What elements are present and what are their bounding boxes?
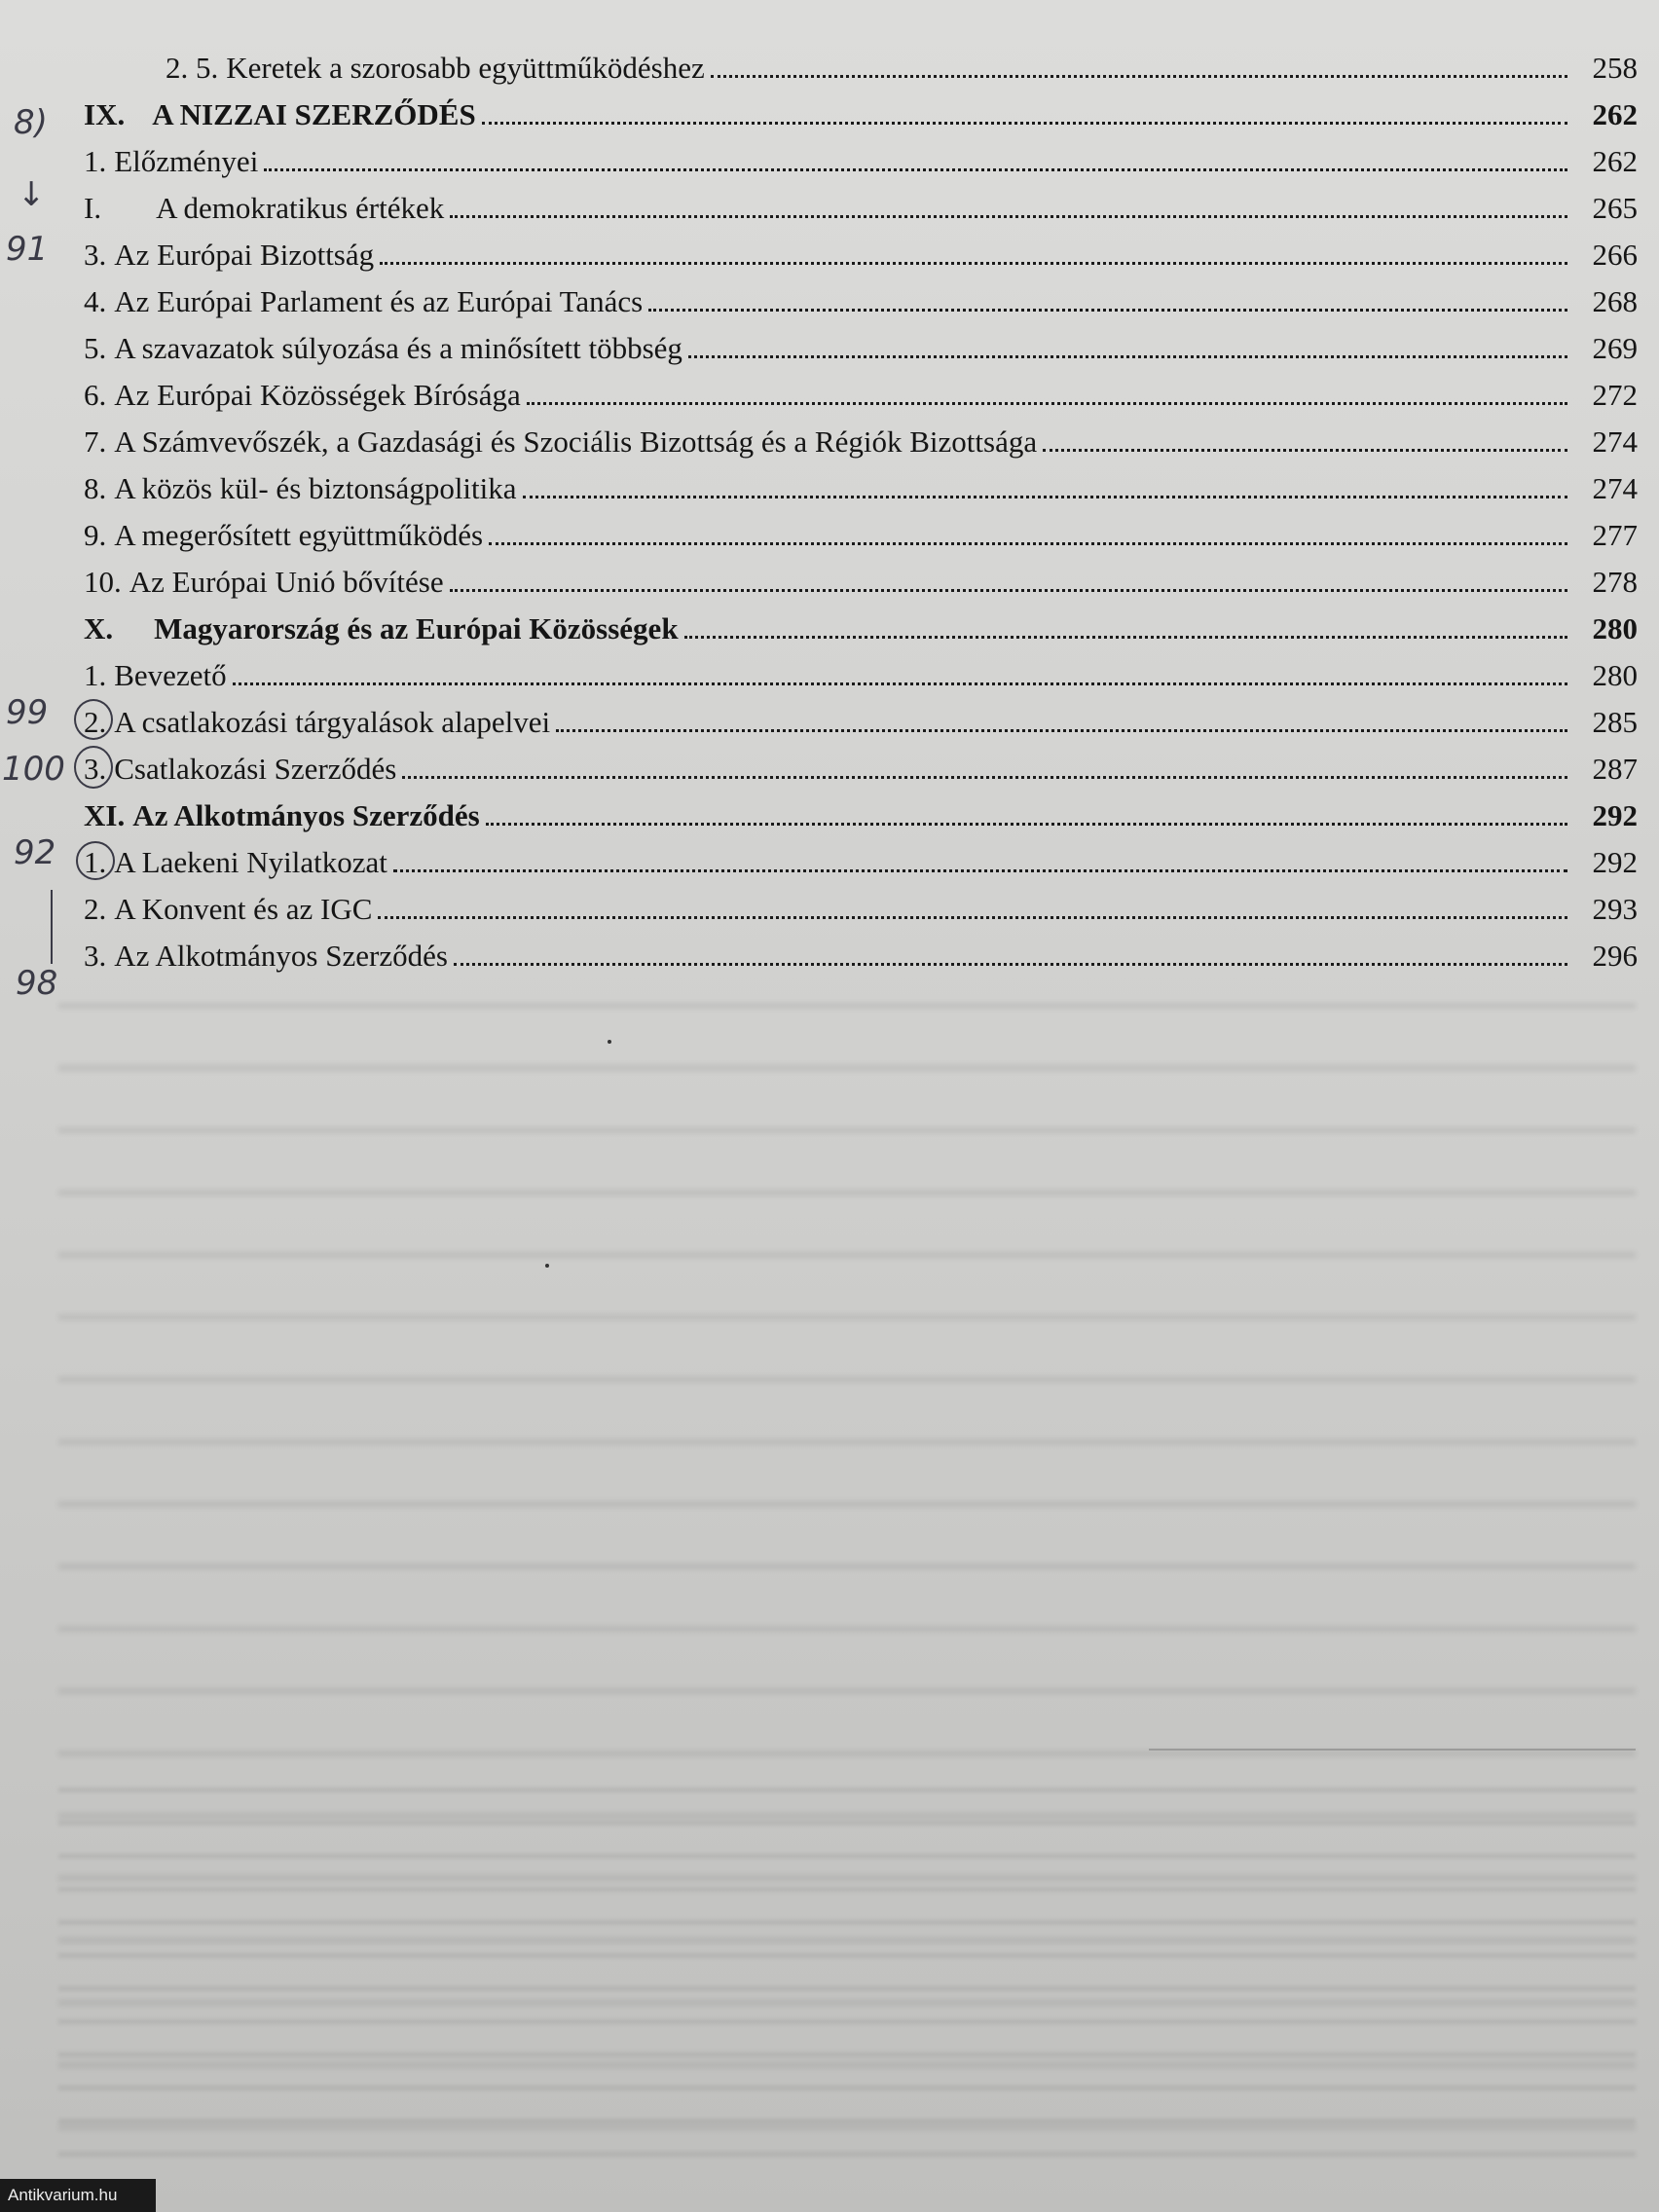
toc-entry-number: I. xyxy=(84,191,102,225)
toc-entry xyxy=(84,372,1638,419)
toc-entry-number: 1. xyxy=(84,658,107,692)
toc-leader-dots xyxy=(402,776,1567,779)
toc-entry-title: A Számvevőszék, a Gazdasági és Szociális Bizottság és a Régiók Bizottsága xyxy=(114,424,1038,459)
handwritten-mark-3: 99 xyxy=(6,693,49,732)
toc-entry-number: 1. xyxy=(84,144,107,178)
toc-entry-title: Az Alkotmányos Szerződés xyxy=(114,939,448,973)
toc-leader-dots xyxy=(711,75,1567,78)
toc-entry-title: Az Európai Közösségek Bírósága xyxy=(114,378,521,412)
footnote-rule xyxy=(1149,1749,1636,1751)
toc-entry-title: A csatlakozási tárgyalások alapelvei xyxy=(114,705,551,739)
watermark-text: Antikvarium.hu xyxy=(8,2186,118,2204)
toc-entry-page: 265 xyxy=(1592,191,1638,225)
toc-entry xyxy=(84,92,1638,138)
handwritten-circle-2 xyxy=(74,746,113,789)
handwritten-circle-3 xyxy=(76,841,115,880)
toc-entry-page: 272 xyxy=(1592,378,1638,412)
handwritten-circle-1 xyxy=(74,699,113,740)
toc-entry-title: A NIZZAI SZERZŐDÉS xyxy=(152,97,476,131)
toc-entry-number: 7. xyxy=(84,424,107,459)
toc-entry-number: 3. xyxy=(84,238,107,272)
toc-entry-title: Az Európai Unió bővítése xyxy=(129,565,444,599)
toc-entry-page: 296 xyxy=(1592,939,1638,973)
toc-leader-dots xyxy=(233,682,1567,685)
toc-entry-page: 262 xyxy=(1592,97,1638,131)
toc-entry xyxy=(84,886,1638,933)
toc-entry-number: XI. xyxy=(84,798,126,832)
toc-leader-dots xyxy=(264,168,1567,171)
toc-entry-title: Előzményei xyxy=(114,144,259,178)
toc-entry xyxy=(84,138,1638,185)
handwritten-arrow: ↓ xyxy=(18,175,46,214)
toc-entry-number: 10. xyxy=(84,565,122,599)
toc-entry-title: Az Alkotmányos Szerződés xyxy=(132,798,480,832)
toc-entry xyxy=(84,185,1638,232)
watermark xyxy=(0,2179,156,2212)
toc-entry-number: IX. xyxy=(84,97,126,131)
toc-entry-title: A közös kül- és biztonságpolitika xyxy=(114,471,517,505)
toc-leader-dots xyxy=(380,262,1567,265)
toc-entry xyxy=(84,933,1638,979)
toc-entry xyxy=(84,652,1638,699)
toc-entry-number: 6. xyxy=(84,378,107,412)
toc-entry-page: 268 xyxy=(1592,284,1638,318)
toc-entry-page: 280 xyxy=(1592,658,1638,692)
toc-entry-number: 4. xyxy=(84,284,107,318)
toc-entry xyxy=(84,325,1638,372)
toc-entry-page: 287 xyxy=(1592,752,1638,786)
toc-entry xyxy=(84,419,1638,465)
toc-leader-dots xyxy=(393,869,1567,872)
handwritten-mark-4: 100 xyxy=(2,750,65,789)
toc-entry xyxy=(84,746,1638,793)
toc-entry-title: A Laekeni Nyilatkozat xyxy=(114,845,387,879)
toc-entry-number: 2. xyxy=(84,892,107,926)
toc-leader-dots xyxy=(688,355,1567,358)
toc-entry-number: 2. 5. xyxy=(166,51,219,85)
toc-entry-page: 262 xyxy=(1592,144,1638,178)
handwritten-mark-5: 92 xyxy=(14,833,56,872)
toc-entry-number: 3. xyxy=(84,752,107,786)
toc-entry-number: 2. xyxy=(84,705,107,739)
toc-leader-dots xyxy=(648,309,1567,312)
toc-entry xyxy=(84,45,1638,92)
toc-entry-page: 274 xyxy=(1592,471,1638,505)
toc-entry-number: X. xyxy=(84,611,114,645)
toc-entry xyxy=(84,793,1638,839)
toc-entry-page: 292 xyxy=(1592,798,1638,832)
toc-entry-number: 8. xyxy=(84,471,107,505)
toc-entry-page: 285 xyxy=(1592,705,1638,739)
toc-entry xyxy=(84,278,1638,325)
bleed-through-footnotes xyxy=(58,1772,1636,2181)
toc-entry-page: 274 xyxy=(1592,424,1638,459)
toc-entry-number: 3. xyxy=(84,939,107,973)
toc-entry-title: Az Európai Bizottság xyxy=(114,238,375,272)
toc-entry-number: 1. xyxy=(84,845,107,879)
toc-leader-dots xyxy=(486,823,1567,826)
toc-entry-title: Bevezető xyxy=(114,658,227,692)
toc-entry-title: A demokratikus értékek xyxy=(156,191,445,225)
toc-leader-dots xyxy=(527,402,1567,405)
toc-entry-title: A megerősített együttműködés xyxy=(114,518,484,552)
toc-entry-page: 269 xyxy=(1592,331,1638,365)
toc-leader-dots xyxy=(378,916,1567,919)
toc-leader-dots xyxy=(454,963,1567,966)
toc-entry xyxy=(84,606,1638,652)
table-of-contents xyxy=(84,45,1638,979)
toc-leader-dots xyxy=(482,122,1567,125)
toc-entry xyxy=(84,559,1638,606)
toc-entry xyxy=(84,465,1638,512)
handwritten-mark-2: 91 xyxy=(6,230,49,269)
handwritten-mark-6: 98 xyxy=(16,964,58,1003)
page-speck xyxy=(608,1040,611,1044)
toc-entry-page: 278 xyxy=(1592,565,1638,599)
toc-entry-page: 293 xyxy=(1592,892,1638,926)
toc-leader-dots xyxy=(450,215,1567,218)
handwritten-mark-1: 8) xyxy=(14,103,48,142)
toc-entry-title: Keretek a szorosabb együttműködéshez xyxy=(226,51,705,85)
toc-entry-title: A szavazatok súlyozása és a minősített többség xyxy=(114,331,682,365)
toc-leader-dots xyxy=(489,542,1567,545)
toc-leader-dots xyxy=(684,636,1567,639)
toc-entry xyxy=(84,839,1638,886)
toc-leader-dots xyxy=(1043,449,1567,452)
toc-entry-page: 280 xyxy=(1592,611,1638,645)
toc-entry-title: Magyarország és az Európai Közösségek xyxy=(154,611,679,645)
toc-leader-dots xyxy=(450,589,1567,592)
toc-entry-title: Az Európai Parlament és az Európai Tanács xyxy=(114,284,644,318)
toc-entry xyxy=(84,512,1638,559)
toc-entry-number: 5. xyxy=(84,331,107,365)
toc-entry-page: 292 xyxy=(1592,845,1638,879)
toc-entry xyxy=(84,699,1638,746)
toc-entry-number: 9. xyxy=(84,518,107,552)
toc-entry-page: 277 xyxy=(1592,518,1638,552)
toc-leader-dots xyxy=(556,729,1567,732)
toc-entry-page: 258 xyxy=(1592,51,1638,85)
toc-entry-title: Csatlakozási Szerződés xyxy=(114,752,397,786)
toc-entry-page: 266 xyxy=(1592,238,1638,272)
toc-entry xyxy=(84,232,1638,278)
toc-entry-title: A Konvent és az IGC xyxy=(114,892,373,926)
handwritten-vertical-line xyxy=(51,890,53,964)
toc-leader-dots xyxy=(523,496,1567,498)
page-speck xyxy=(545,1264,549,1268)
